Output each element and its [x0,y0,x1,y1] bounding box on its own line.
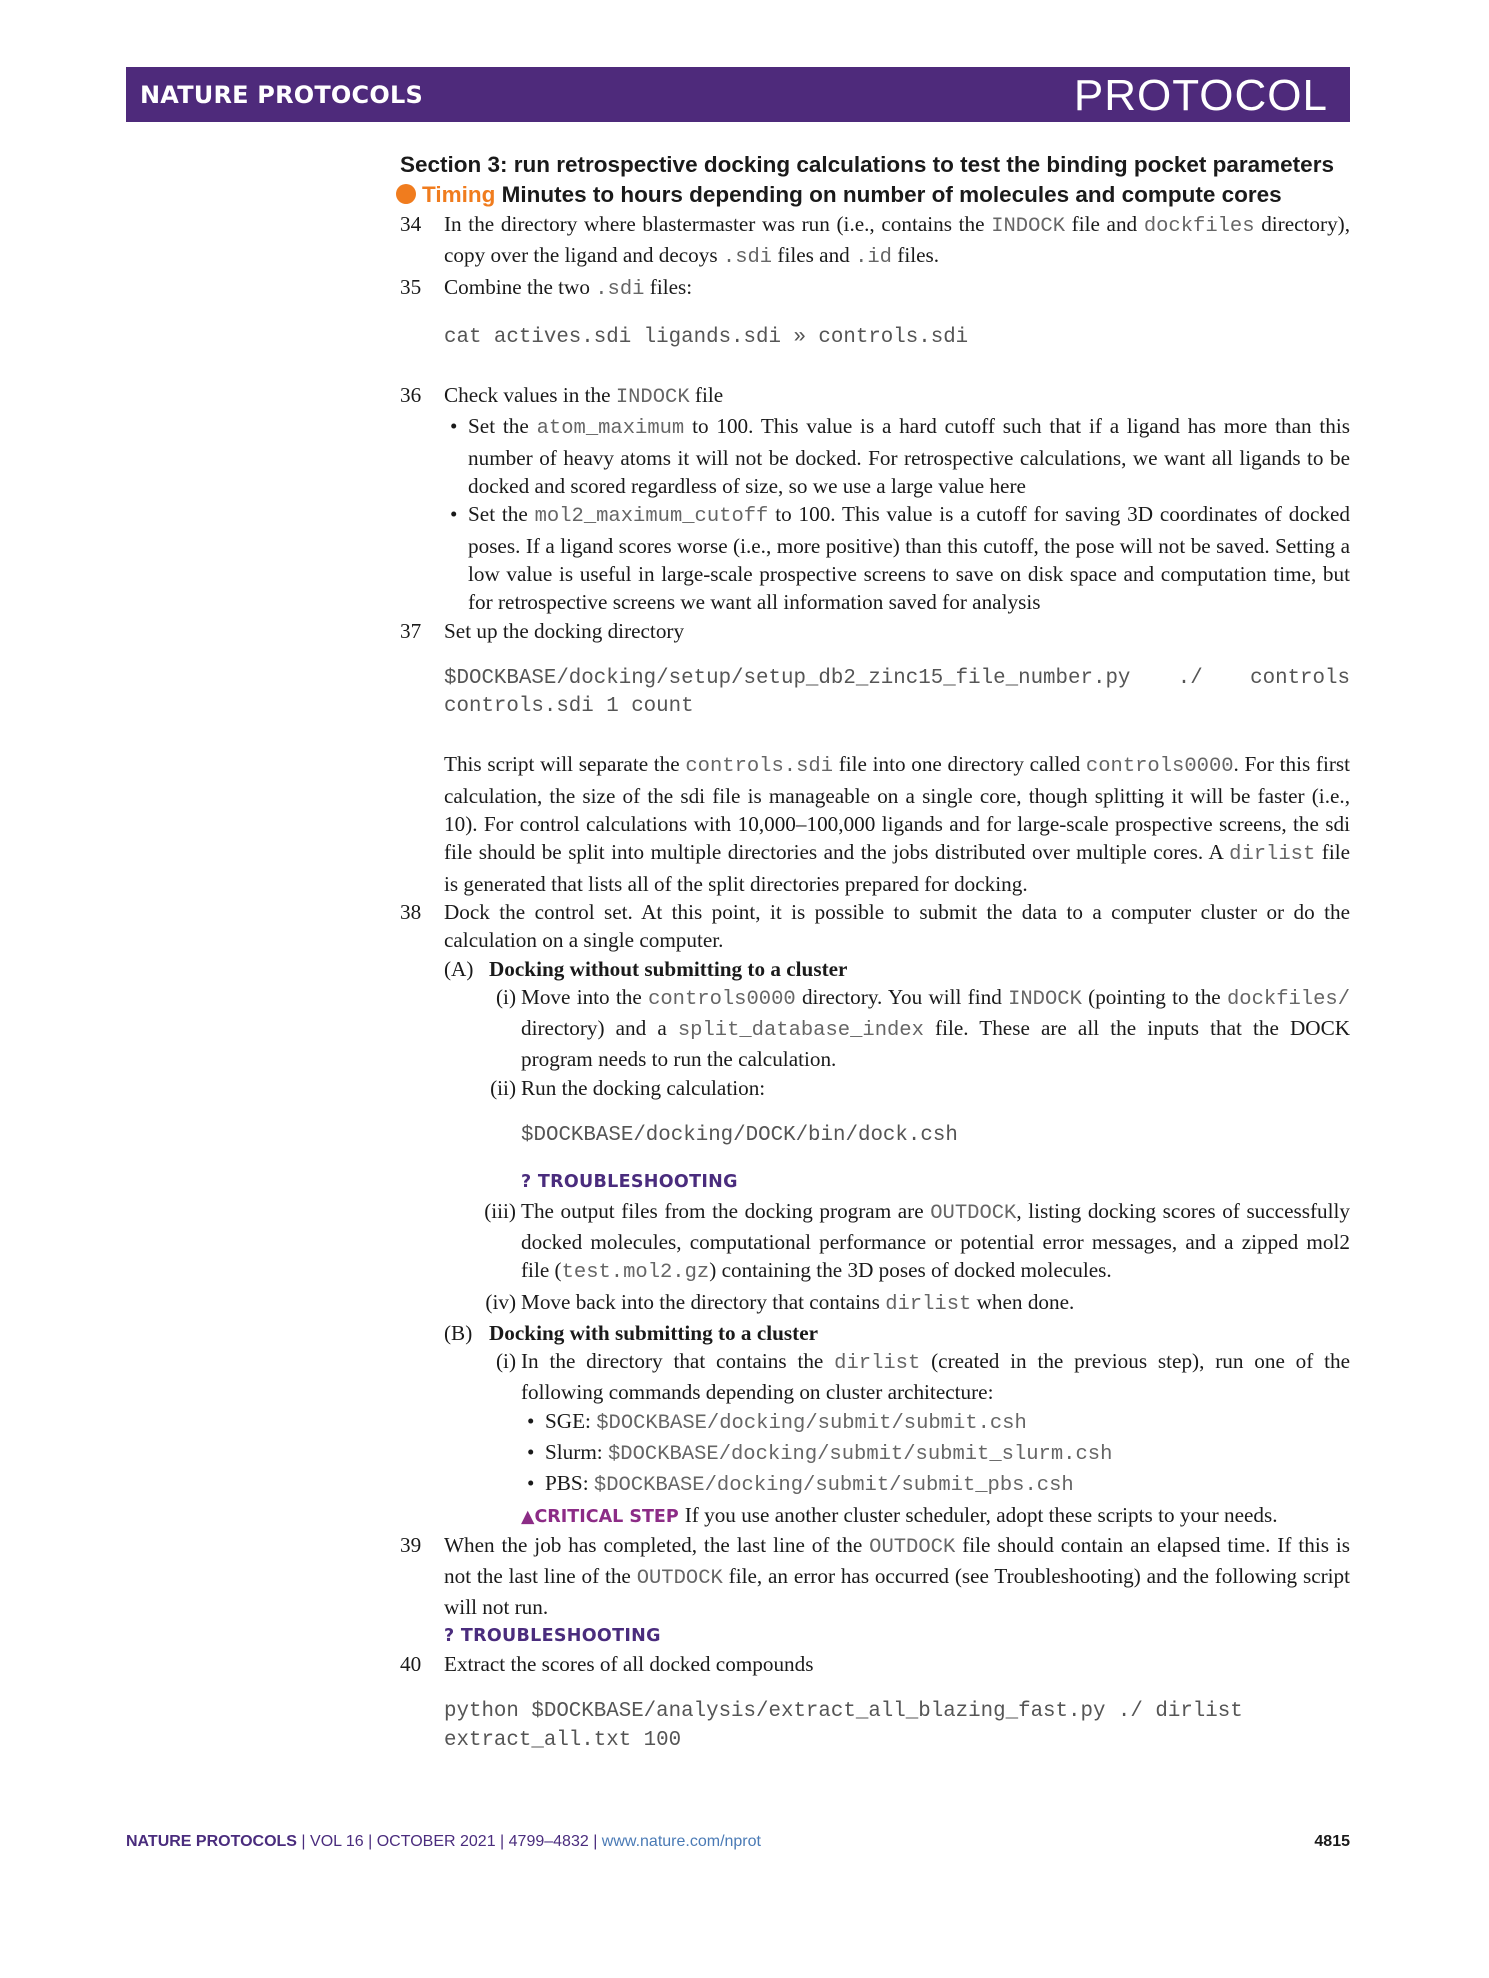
inline-code: mol2_maximum_cutoff [534,505,769,529]
footer-url[interactable]: www.nature.com/nprot [601,1833,761,1850]
step-38 [400,898,1350,1531]
code-block: $DOCKBASE/docking/setup/setup_db2_zinc15_file_number.py ./ controls controls.sdi 1 count [444,666,1350,719]
footer-pages: 4799–4832 [508,1833,589,1850]
inline-code: controls.sdi [685,755,833,779]
bullet-list [521,1407,1350,1501]
option-a [444,955,1350,1319]
step-number: 34 [400,212,422,236]
inline-code: .id [855,246,892,270]
page-number: 4815 [1314,1833,1350,1850]
substep-a-iv: (iv) Move back into the directory that contains dirlist when done. [485,1289,1075,1316]
step-text: files. [897,243,940,268]
bullet-list [444,412,1350,616]
footer-volume: VOL 16 [310,1833,364,1850]
option-label: (A) [444,956,474,981]
bullet-item: • Slurm: $DOCKBASE/docking/submit/submit_slurm.csh [521,1438,1350,1469]
step-text: file and [1071,212,1138,236]
main-content [400,150,1350,1784]
critical-step: ▲CRITICAL STEP If you use another cluster scheduler, adopt these scripts to your needs. [521,1502,1278,1527]
step-text: Extract the scores of all docked compounds [444,1652,814,1677]
step-text: file [694,383,724,408]
journal-name: NATURE PROTOCOLS [140,81,423,109]
step-text: files: [649,274,693,299]
inline-code: INDOCK [615,386,690,410]
option-title: Docking with submitting to a cluster [489,1320,819,1345]
step-paragraph: This script will separate the controls.sdi file into one directory called controls0000. For this first calculation, the size of the sdi file is manageable on a single core, though splitting it will be faster (i.e., 10). For control calculations with 10,000–100,000 ligands and for large-scale prospective screens, the sdi file should be split into multiple directories and the jobs distributed over multiple cores. A dirlist file is generated that lists all of the split directories prepared for docking. [444,752,1351,896]
step-text: Combine the two [444,274,590,299]
step-36 [400,381,1350,616]
step-35 [400,273,1350,353]
step-34 [400,210,1350,273]
code-block: $DOCKBASE/docking/DOCK/bin/dock.csh [521,1124,958,1148]
footer-date: OCTOBER 2021 [376,1833,496,1850]
critical-step-label: ▲CRITICAL STEP [521,1506,679,1527]
inline-code: OUTDOCK [869,1535,956,1559]
inline-code: OUTDOCK [930,1201,1017,1225]
step-39: 39 When the job has completed, the last line of the OUTDOCK file should contain an elapsed time. If this is not the last line of the OUTDOCK file, an error has occurred (see Troubleshooting) and the following script will not run. ? TROUBLESHOOTING [400,1531,1350,1650]
step-number: 35 [400,274,422,299]
inline-code: .sdi [595,277,645,301]
inline-code: dirlist [834,1352,921,1376]
step-number: 39 [400,1532,422,1557]
bullet-item: • Set the atom_maximum to 100. This value is a hard cutoff such that if a ligand has more than this number of heavy atoms it will not be docked. For retrospective calculations, we want all ligands to be docked and scored regardless of size, so we use a large value here [444,412,1350,500]
page-footer: NATURE PROTOCOLS | VOL 16 | OCTOBER 2021 | 4799–4832 | www.nature.com/nprot 4815 [126,1833,1350,1850]
substep-a-i: (i) Move into the controls0000 directory. You will find INDOCK (pointing to the dockfiles/ directory) and a split_database_index file. These are all the inputs that the DOCK program needs to run the calculation. [496,984,1351,1072]
inline-code: $DOCKBASE/docking/submit/submit_pbs.csh [593,1474,1074,1498]
substep-a-ii: (ii) Run the docking calculation: $DOCKBASE/docking/DOCK/bin/dock.csh ? TROUBLESHOOTING [444,1074,1350,1197]
step-text: In the directory where blastermaster was run (i.e., contains the [444,212,985,236]
step-number: 36 [400,383,422,408]
inline-code: dirlist [1229,843,1316,867]
bullet-item: • PBS: $DOCKBASE/docking/submit/submit_pbs.csh [521,1469,1350,1500]
inline-code: split_database_index [677,1019,924,1043]
inline-code: dockfiles [1143,215,1255,238]
inline-code: dirlist [885,1292,972,1316]
step-40 [400,1650,1350,1755]
code-block: cat actives.sdi ligands.sdi » controls.sdi [444,325,969,349]
option-title: Docking without submitting to a cluster [489,956,848,981]
step-number: 38 [400,899,422,924]
inline-code: test.mol2.gz [561,1261,710,1285]
header-bar [126,67,1350,122]
option-b [444,1319,1350,1531]
step-number: 40 [400,1652,422,1677]
step-37 [400,617,1350,898]
troubleshooting-link[interactable]: ? TROUBLESHOOTING [521,1172,738,1193]
inline-code: dockfiles/ [1226,987,1351,1011]
bullet-item: • Set the mol2_maximum_cutoff to 100. This value is a cutoff for saving 3D coordinates of docked poses. If a ligand scores worse (i.e., more positive) than this cutoff, the pose will not be saved. Setting a low value is useful in large-scale prospective screens to save on disk space and computation time, but for retrospective screens we want all information saved for analysis [444,500,1350,616]
timing-row [396,180,1350,210]
step-text: Set up the docking directory [444,618,685,643]
option-label: (B) [444,1320,473,1345]
substep-b-i: (i) In the directory that contains the dirlist (created in the previous step), run one of the following commands depending on cluster architecture: • SGE: $DOCKBASE/docking/submit/submit.csh • Slurm: $DOCKBASE/docking/submit/submit_slurm.csh • PBS: $DOCKBASE/docking/submit/submit_pbs.csh ▲CRITICAL STEP If you use another cluster scheduler, adopt these scripts to your needs. [444,1347,1350,1531]
inline-code: controls0000 [1085,755,1234,779]
step-text: Check values in the [444,383,611,408]
inline-code: $DOCKBASE/docking/submit/submit_slurm.csh [607,1442,1113,1466]
bullet-item: • SGE: $DOCKBASE/docking/submit/submit.csh [521,1407,1350,1438]
inline-code: INDOCK [1008,987,1082,1011]
timing-dot-icon [396,184,416,204]
step-text: directory), copy over the ligand and decoys [444,212,1351,268]
troubleshooting-link[interactable]: ? TROUBLESHOOTING [444,1625,661,1646]
code-block: python $DOCKBASE/analysis/extract_all_blazing_fast.py ./ dirlist extract_all.txt 100 [444,1700,1243,1752]
inline-code: OUTDOCK [636,1567,723,1591]
inline-code: controls0000 [648,987,796,1011]
section-title: Section 3: run retrospective docking calculations to test the binding pocket parameters [400,152,1334,177]
inline-code: $DOCKBASE/docking/submit/submit.csh [596,1411,1027,1435]
step-text: Dock the control set. At this point, it is possible to submit the data to a computer cluster or do the calculation on a single computer. [444,899,1350,953]
document-type: PROTOCOL [1073,71,1328,120]
substep-a-iii: (iii) The output files from the docking program are OUTDOCK, listing docking scores of successfully docked molecules, computational performance or potential error messages, and a zipped mol2 file (test.mol2.gz) containing the 3D poses of docked molecules. [484,1198,1350,1285]
timing-value: Minutes to hours depending on number of molecules and compute cores [501,182,1282,207]
footer-journal: NATURE PROTOCOLS [126,1833,297,1850]
timing-label: Timing [422,182,496,207]
step-number: 37 [400,618,422,643]
inline-code: atom_maximum [536,417,685,441]
inline-code: INDOCK [991,215,1066,238]
inline-code: .sdi [722,246,773,270]
step-text: files and [777,243,850,268]
